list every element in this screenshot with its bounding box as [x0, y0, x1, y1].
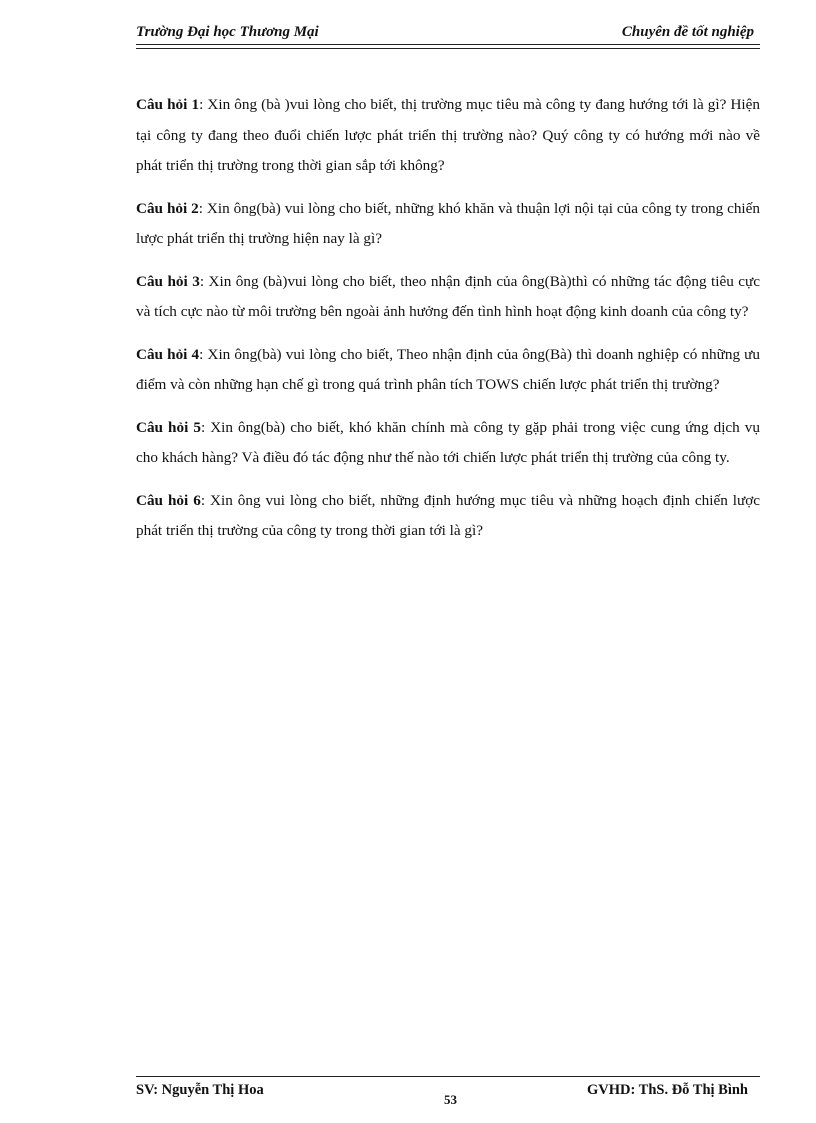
- question-label: Câu hỏi 3: [136, 272, 200, 290]
- footer-advisor: GVHD: ThS. Đỗ Thị Bình: [586, 1082, 748, 1098]
- question-5: [136, 413, 760, 474]
- page-footer: [136, 1080, 760, 1120]
- question-label: Câu hỏi 6: [136, 491, 201, 509]
- question-1: [136, 90, 760, 182]
- question-4: [136, 340, 760, 401]
- question-2: [136, 194, 760, 255]
- question-3: [136, 267, 760, 328]
- question-list: [136, 90, 760, 559]
- page-number: 53: [444, 1092, 457, 1107]
- question-text: : Xin ông(bà) vui lòng cho biết, những khó khăn và thuận lợi nội tại của công ty trong chiến lược phát triển thị trường hiện nay là gì?: [136, 199, 760, 247]
- header-document-type: Chuyên đề tốt nghiệp: [621, 24, 754, 40]
- question-label: Câu hỏi 4: [136, 345, 200, 363]
- question-text: : Xin ông(bà) vui lòng cho biết, Theo nhận định của ông(Bà) thì doanh nghiệp có những ưu điểm và còn những hạn chế gì trong quá trình phân tích TOWS chiến lược phát triển thị trường?: [136, 345, 760, 393]
- page-header: [136, 24, 760, 46]
- question-text: : Xin ông(bà) cho biết, khó khăn chính mà công ty gặp phải trong việc cung ứng dịch vụ cho khách hàng? Và điều đó tác động như thế nào tới chiến lược phát triển thị trường của công ty.: [136, 418, 760, 466]
- question-label: Câu hỏi 2: [136, 199, 199, 217]
- question-label: Câu hỏi 5: [136, 418, 201, 436]
- footer-rule: [136, 1076, 760, 1077]
- footer-student: SV: Nguyễn Thị Hoa: [136, 1082, 264, 1098]
- header-rule: [136, 44, 760, 49]
- question-label: Câu hỏi 1: [136, 96, 200, 113]
- question-6: [136, 486, 760, 547]
- header-university: Trường Đại học Thương Mại: [136, 24, 319, 40]
- question-text: : Xin ông vui lòng cho biết, những định hướng mục tiêu và những hoạch định chiến lược phát triển thị trường của công ty trong thời gian tới là gì?: [136, 491, 760, 539]
- question-text: : Xin ông (bà )vui lòng cho biết, thị trường mục tiêu mà công ty đang hướng tới là gì? Hiện tại công ty đang theo đuổi chiến lược phát triển thị trường nào? Quý công ty có hướng mới nào về phát triển thị trường trong thời gian sắp tới không?: [136, 96, 760, 174]
- question-text: : Xin ông (bà)vui lòng cho biết, theo nhận định của ông(Bà)thì có những tác động tiêu cực và tích cực nào từ môi trường bên ngoài ảnh hưởng đến tình hình hoạt động kinh doanh của công ty?: [136, 272, 760, 320]
